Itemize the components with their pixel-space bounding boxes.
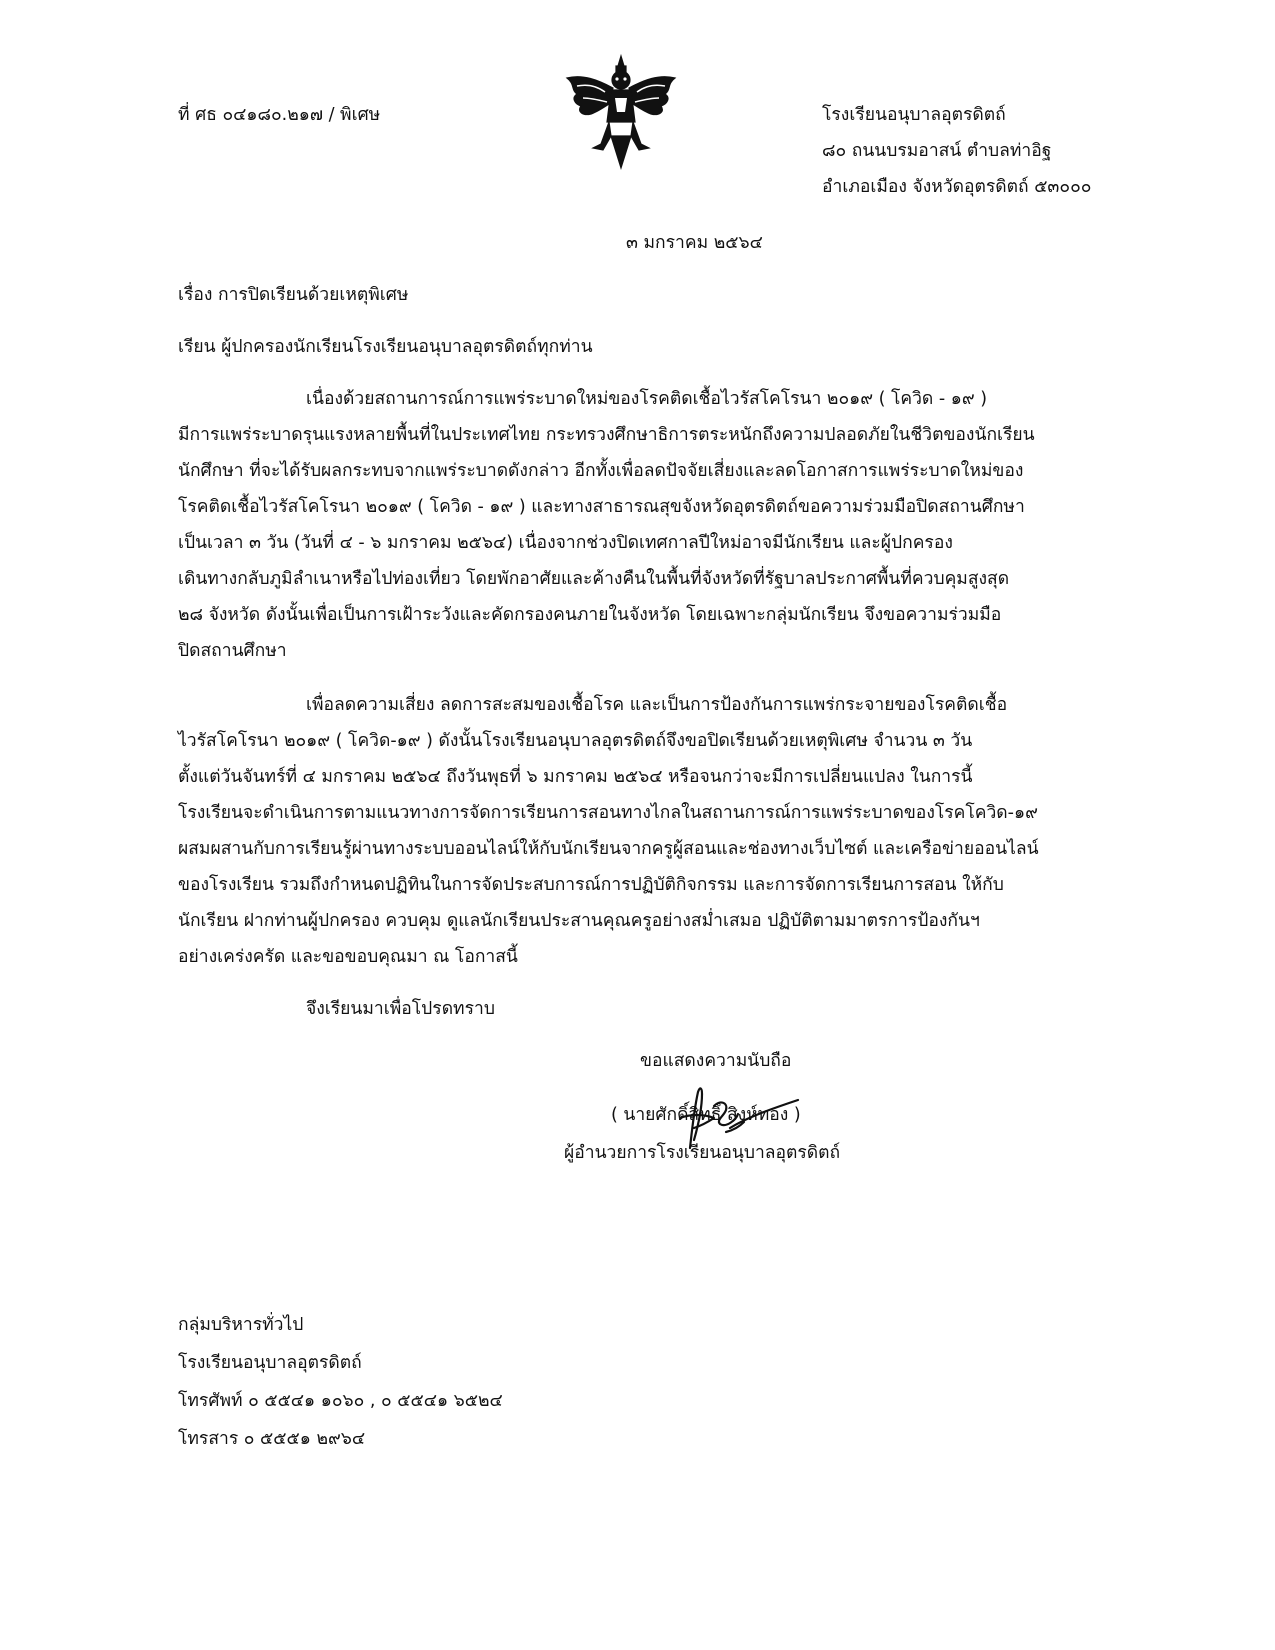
paragraph-line: เป็นเวลา ๓ วัน (วันที่ ๔ - ๖ มกราคม ๒๕๖๔) เนื่องจากช่วงปิดเทศกาลปีใหม่อาจมีนักเรียน และผู้ปกครอง [178,533,953,553]
paragraph-line: นักเรียน ฝากท่านผู้ปกครอง ควบคุม ดูแลนักเรียนประสานคุณครูอย่างสม่ำเสมอ ปฏิบัติตามมาตรการป้องกันฯ [178,911,980,931]
paragraph-line: อย่างเคร่งครัด และขอขอบคุณมา ณ โอกาสนี้ [178,947,518,967]
signer-title: ผู้อำนวยการโรงเรียนอนุบาลอุตรดิตถ์ [564,1143,841,1163]
address-line1: ๘๐ ถนนบรมอาสน์ ตำบลท่าอิฐ [822,141,1052,161]
paragraph-line: ตั้งแต่วันจันทร์ที่ ๔ มกราคม ๒๕๖๔ ถึงวันพุธที่ ๖ มกราคม ๒๕๖๔ หรือจนกว่าจะมีการเปลี่ยนแปลง ในการนี้ [178,767,973,787]
paragraph-line: ผสมผสานกับการเรียนรู้ผ่านทางระบบออนไลน์ให้กับนักเรียนจากครูผู้สอนและช่องทางเว็บไซต์ และเครือข่ายออนไลน์ [178,839,1039,859]
footer-department: กลุ่มบริหารทั่วไป [178,1315,304,1335]
subject-line: เรื่อง การปิดเรียนด้วยเหตุพิเศษ [178,285,409,305]
footer-fax: โทรสาร ๐ ๕๕๕๑ ๒๙๖๔ [178,1429,366,1449]
recipient-line: เรียน ผู้ปกครองนักเรียนโรงเรียนอนุบาลอุตรดิตถ์ทุกท่าน [178,337,593,357]
footer-phone: โทรศัพท์ ๐ ๕๕๔๑ ๑๐๖๐ , ๐ ๕๕๔๑ ๖๕๒๔ [178,1391,503,1411]
school-name: โรงเรียนอนุบาลอุตรดิตถ์ [822,105,1006,125]
footer-school: โรงเรียนอนุบาลอุตรดิตถ์ [178,1353,362,1373]
paragraph-line: ไวรัสโคโรนา ๒๐๑๙ ( โควิด-๑๙ ) ดังนั้นโรงเรียนอนุบาลอุตรดิตถ์จึงขอปิดเรียนด้วยเหตุพิเศษ จำนวน ๓ วัน [178,731,973,751]
paragraph-line: โรคติดเชื้อไวรัสโคโรนา ๒๐๑๙ ( โควิด - ๑๙ ) และทางสาธารณสุขจังหวัดอุตรดิตถ์ขอความร่วมมือปิดสถานศึกษา [178,497,1025,517]
paragraph-line: นักศึกษา ที่จะได้รับผลกระทบจากแพร่ระบาดดังกล่าว อีกทั้งเพื่อลดปัจจัยเสี่ยงและลดโอกาสการแพร่ระบาดใหม่ของ [178,461,1024,481]
letter-date: ๓ มกราคม ๒๕๖๔ [626,233,763,253]
closing-regards: ขอแสดงความนับถือ [640,1051,792,1071]
paragraph-line: โรงเรียนจะดำเนินการตามแนวทางการจัดการเรียนการสอนทางไกลในสถานการณ์การแพร่ระบาดของโรคโควิด-๑๙ [178,803,1038,823]
reference-number: ที่ ศธ ๐๔๑๘๐.๒๑๗ / พิเศษ [178,105,381,125]
paragraph-line: เพื่อลดความเสี่ยง ลดการสะสมของเชื้อโรค และเป็นการป้องกันการแพร่กระจายของโรคติดเชื้อ [306,695,1008,715]
signer-name: ( นายศักดิ์สิทธิ์ สิงห์ทอง ) [611,1105,801,1125]
paragraph-line: เดินทางกลับภูมิลำเนาหรือไปท่องเที่ยว โดยพักอาศัยและค้างคืนในพื้นที่จังหวัดที่รัฐบาลประกาศพื้นที่ควบคุมสูงสุด [178,569,1010,589]
paragraph-line: ปิดสถานศึกษา [178,641,287,661]
paragraph-line: มีการแพร่ระบาดรุนแรงหลายพื้นที่ในประเทศไทย กระทรวงศึกษาธิการตระหนักถึงความปลอดภัยในชีวิตของนักเรียน [178,425,1035,445]
garuda-emblem-icon [563,52,679,172]
closing-inform: จึงเรียนมาเพื่อโปรดทราบ [306,999,495,1019]
paragraph-line: เนื่องด้วยสถานการณ์การแพร่ระบาดใหม่ของโรคติดเชื้อไวรัสโคโรนา ๒๐๑๙ ( โควิด - ๑๙ ) [306,389,988,409]
address-line2: อำเภอเมือง จังหวัดอุตรดิตถ์ ๕๓๐๐๐ [822,177,1092,197]
paragraph-line: ๒๘ จังหวัด ดังนั้นเพื่อเป็นการเฝ้าระวังและคัดกรองคนภายในจังหวัด โดยเฉพาะกลุ่มนักเรียน จึงขอความร่วมมือ [178,605,1002,625]
paragraph-line: ของโรงเรียน รวมถึงกำหนดปฏิทินในการจัดประสบการณ์การปฏิบัติกิจกรรม และการจัดการเรียนการสอน ให้กับ [178,875,1004,895]
